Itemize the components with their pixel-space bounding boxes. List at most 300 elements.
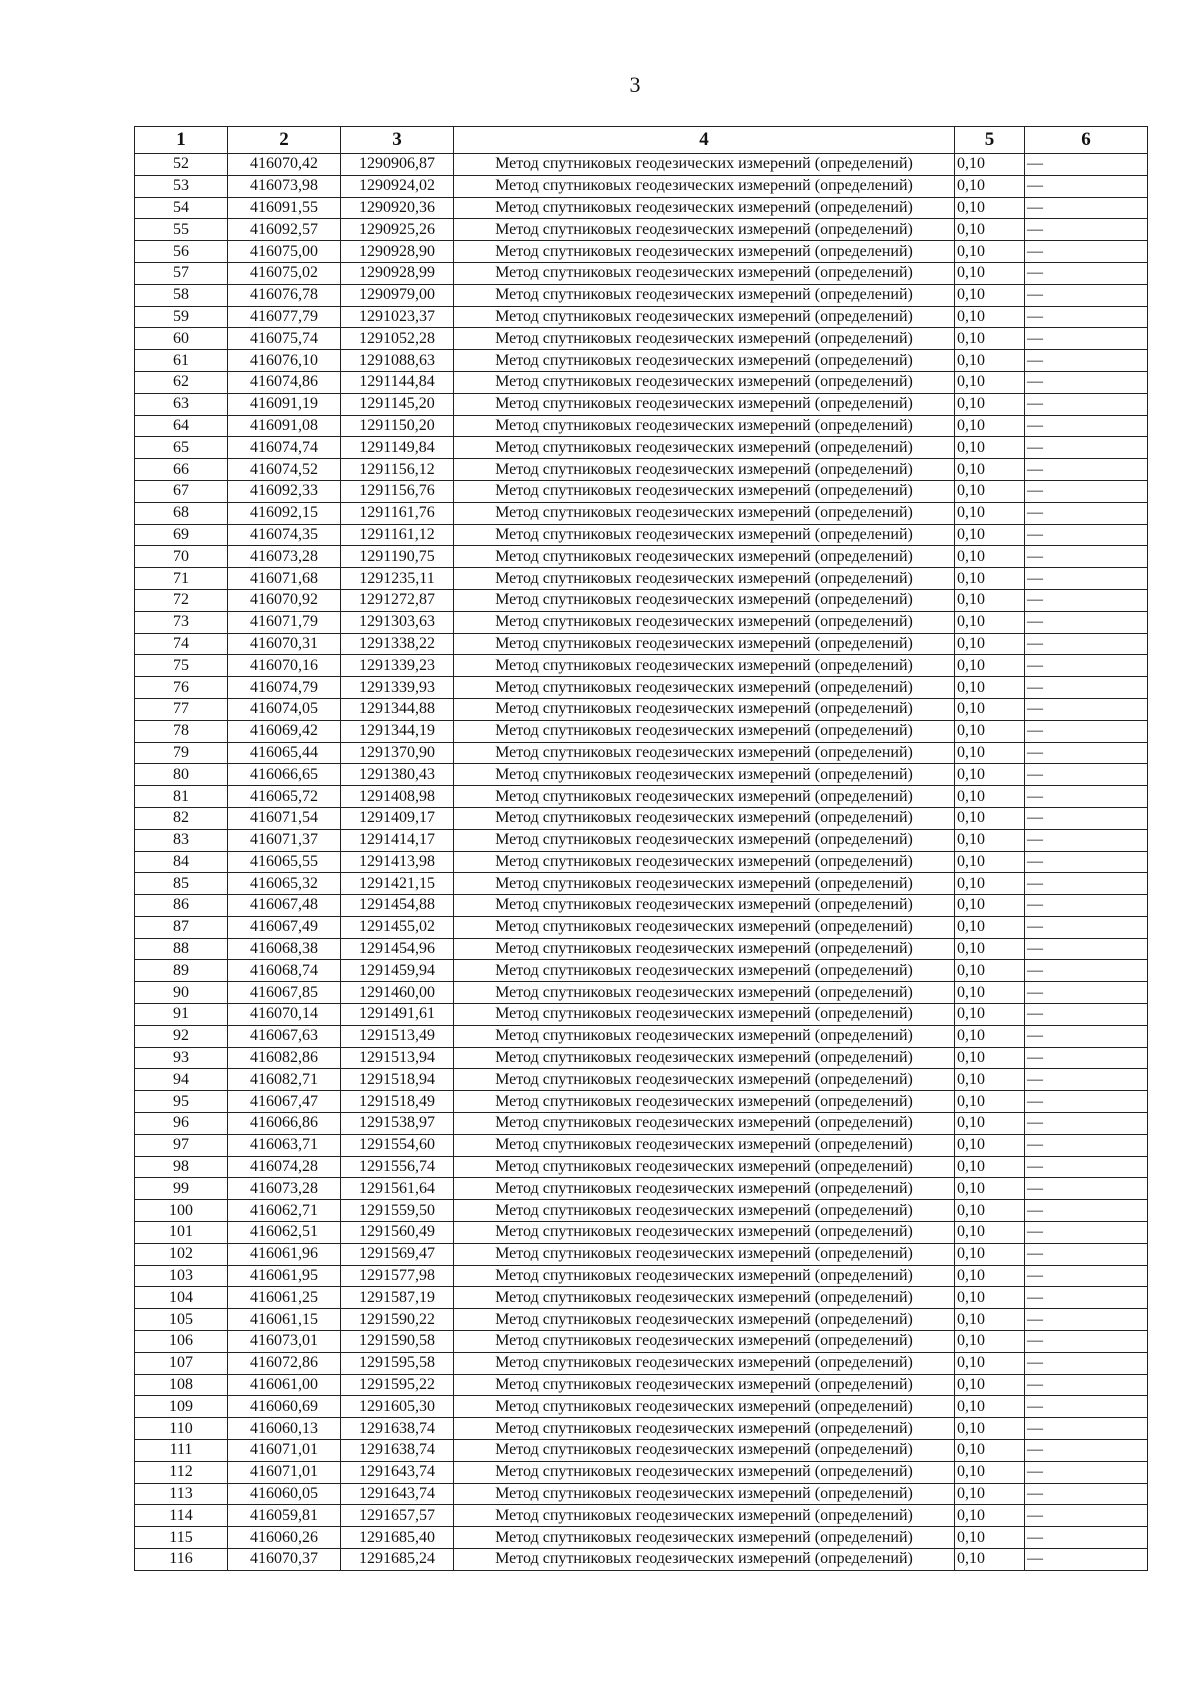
point-number-cell: 52: [135, 154, 228, 176]
x-coordinate-cell: 416073,98: [228, 175, 341, 197]
point-number-cell: 107: [135, 1352, 228, 1374]
y-coordinate-cell: 1290906,87: [341, 154, 454, 176]
accuracy-cell: 0,10: [955, 1134, 1025, 1156]
x-coordinate-cell: 416071,79: [228, 611, 341, 633]
method-cell: Метод спутниковых геодезических измерений (определений): [454, 1113, 955, 1135]
method-cell: Метод спутниковых геодезических измерений (определений): [454, 1004, 955, 1026]
x-coordinate-cell: 416092,15: [228, 502, 341, 524]
table-row: [135, 568, 1148, 590]
description-cell: —: [1025, 459, 1148, 481]
point-number-cell: 53: [135, 175, 228, 197]
y-coordinate-cell: 1291338,22: [341, 633, 454, 655]
x-coordinate-cell: 416073,01: [228, 1331, 341, 1353]
table-row: [135, 589, 1148, 611]
y-coordinate-cell: 1290920,36: [341, 197, 454, 219]
x-coordinate-cell: 416062,71: [228, 1200, 341, 1222]
method-cell: Метод спутниковых геодезических измерений (определений): [454, 1505, 955, 1527]
accuracy-cell: 0,10: [955, 742, 1025, 764]
x-coordinate-cell: 416076,10: [228, 350, 341, 372]
accuracy-cell: 0,10: [955, 1069, 1025, 1091]
x-coordinate-cell: 416071,68: [228, 568, 341, 590]
x-coordinate-cell: 416072,86: [228, 1352, 341, 1374]
method-cell: Метод спутниковых геодезических измерений (определений): [454, 742, 955, 764]
description-cell: —: [1025, 829, 1148, 851]
y-coordinate-cell: 1291605,30: [341, 1396, 454, 1418]
point-number-cell: 55: [135, 219, 228, 241]
point-number-cell: 97: [135, 1134, 228, 1156]
accuracy-cell: 0,10: [955, 524, 1025, 546]
accuracy-cell: 0,10: [955, 1091, 1025, 1113]
accuracy-cell: 0,10: [955, 786, 1025, 808]
accuracy-cell: 0,10: [955, 1440, 1025, 1462]
method-cell: Метод спутниковых геодезических измерений (определений): [454, 568, 955, 590]
y-coordinate-cell: 1291161,76: [341, 502, 454, 524]
x-coordinate-cell: 416074,86: [228, 371, 341, 393]
description-cell: —: [1025, 480, 1148, 502]
accuracy-cell: 0,10: [955, 328, 1025, 350]
point-number-cell: 59: [135, 306, 228, 328]
method-cell: Метод спутниковых геодезических измерений (определений): [454, 306, 955, 328]
table-row: [135, 1331, 1148, 1353]
method-cell: Метод спутниковых геодезических измерений (определений): [454, 851, 955, 873]
method-cell: Метод спутниковых геодезических измерений (определений): [454, 459, 955, 481]
y-coordinate-cell: 1291149,84: [341, 437, 454, 459]
accuracy-cell: 0,10: [955, 1505, 1025, 1527]
description-cell: —: [1025, 1004, 1148, 1026]
x-coordinate-cell: 416070,14: [228, 1004, 341, 1026]
table-row: [135, 1178, 1148, 1200]
accuracy-cell: 0,10: [955, 1200, 1025, 1222]
x-coordinate-cell: 416060,13: [228, 1418, 341, 1440]
table-row: [135, 1549, 1148, 1571]
point-number-cell: 70: [135, 546, 228, 568]
x-coordinate-cell: 416067,47: [228, 1091, 341, 1113]
y-coordinate-cell: 1291339,93: [341, 677, 454, 699]
method-cell: Метод спутниковых геодезических измерений (определений): [454, 350, 955, 372]
description-cell: —: [1025, 1483, 1148, 1505]
method-cell: Метод спутниковых геодезических измерений (определений): [454, 1418, 955, 1440]
method-cell: Метод спутниковых геодезических измерений (определений): [454, 284, 955, 306]
method-cell: Метод спутниковых геодезических измерений (определений): [454, 524, 955, 546]
accuracy-cell: 0,10: [955, 1243, 1025, 1265]
method-cell: Метод спутниковых геодезических измерений (определений): [454, 546, 955, 568]
table-row: [135, 895, 1148, 917]
point-number-cell: 108: [135, 1374, 228, 1396]
x-coordinate-cell: 416092,33: [228, 480, 341, 502]
x-coordinate-cell: 416074,35: [228, 524, 341, 546]
table-row: [135, 873, 1148, 895]
description-cell: —: [1025, 742, 1148, 764]
x-coordinate-cell: 416067,85: [228, 982, 341, 1004]
x-coordinate-cell: 416070,31: [228, 633, 341, 655]
description-cell: —: [1025, 873, 1148, 895]
accuracy-cell: 0,10: [955, 1222, 1025, 1244]
y-coordinate-cell: 1291638,74: [341, 1418, 454, 1440]
table-body: [135, 154, 1148, 1571]
x-coordinate-cell: 416065,55: [228, 851, 341, 873]
description-cell: —: [1025, 1200, 1148, 1222]
x-coordinate-cell: 416077,79: [228, 306, 341, 328]
description-cell: —: [1025, 437, 1148, 459]
table-row: [135, 1461, 1148, 1483]
description-cell: —: [1025, 1440, 1148, 1462]
x-coordinate-cell: 416071,37: [228, 829, 341, 851]
y-coordinate-cell: 1291560,49: [341, 1222, 454, 1244]
accuracy-cell: 0,10: [955, 611, 1025, 633]
description-cell: —: [1025, 1025, 1148, 1047]
x-coordinate-cell: 416060,26: [228, 1527, 341, 1549]
point-number-cell: 56: [135, 241, 228, 263]
accuracy-cell: 0,10: [955, 393, 1025, 415]
table-row: [135, 197, 1148, 219]
method-cell: Метод спутниковых геодезических измерений (определений): [454, 1134, 955, 1156]
x-coordinate-cell: 416061,15: [228, 1309, 341, 1331]
table-row: [135, 938, 1148, 960]
y-coordinate-cell: 1290924,02: [341, 175, 454, 197]
x-coordinate-cell: 416066,86: [228, 1113, 341, 1135]
method-cell: Метод спутниковых геодезических измерений (определений): [454, 219, 955, 241]
point-number-cell: 67: [135, 480, 228, 502]
y-coordinate-cell: 1291235,11: [341, 568, 454, 590]
point-number-cell: 93: [135, 1047, 228, 1069]
method-cell: Метод спутниковых геодезических измерений (определений): [454, 197, 955, 219]
point-number-cell: 86: [135, 895, 228, 917]
description-cell: —: [1025, 1091, 1148, 1113]
y-coordinate-cell: 1291460,00: [341, 982, 454, 1004]
description-cell: —: [1025, 524, 1148, 546]
y-coordinate-cell: 1291380,43: [341, 764, 454, 786]
x-coordinate-cell: 416066,65: [228, 764, 341, 786]
accuracy-cell: 0,10: [955, 829, 1025, 851]
point-number-cell: 88: [135, 938, 228, 960]
method-cell: Метод спутниковых геодезических измерений (определений): [454, 415, 955, 437]
column-header-description: 6: [1025, 127, 1148, 154]
point-number-cell: 83: [135, 829, 228, 851]
table-row: [135, 742, 1148, 764]
y-coordinate-cell: 1290928,99: [341, 262, 454, 284]
description-cell: —: [1025, 371, 1148, 393]
table-row: [135, 1352, 1148, 1374]
x-coordinate-cell: 416074,79: [228, 677, 341, 699]
method-cell: Метод спутниковых геодезических измерений (определений): [454, 1091, 955, 1113]
accuracy-cell: 0,10: [955, 502, 1025, 524]
description-cell: —: [1025, 807, 1148, 829]
method-cell: Метод спутниковых геодезических измерений (определений): [454, 655, 955, 677]
description-cell: —: [1025, 720, 1148, 742]
column-header-method: 4: [454, 127, 955, 154]
table-row: [135, 1396, 1148, 1418]
x-coordinate-cell: 416059,81: [228, 1505, 341, 1527]
description-cell: —: [1025, 546, 1148, 568]
y-coordinate-cell: 1291643,74: [341, 1461, 454, 1483]
accuracy-cell: 0,10: [955, 1483, 1025, 1505]
description-cell: —: [1025, 1113, 1148, 1135]
table-row: [135, 807, 1148, 829]
y-coordinate-cell: 1291023,37: [341, 306, 454, 328]
table-row: [135, 1222, 1148, 1244]
y-coordinate-cell: 1291569,47: [341, 1243, 454, 1265]
x-coordinate-cell: 416074,05: [228, 698, 341, 720]
y-coordinate-cell: 1291156,76: [341, 480, 454, 502]
x-coordinate-cell: 416061,00: [228, 1374, 341, 1396]
x-coordinate-cell: 416074,74: [228, 437, 341, 459]
accuracy-cell: 0,10: [955, 1418, 1025, 1440]
table-row: [135, 219, 1148, 241]
accuracy-cell: 0,10: [955, 437, 1025, 459]
description-cell: —: [1025, 655, 1148, 677]
table-row: [135, 1200, 1148, 1222]
y-coordinate-cell: 1291344,88: [341, 698, 454, 720]
point-number-cell: 106: [135, 1331, 228, 1353]
method-cell: Метод спутниковых геодезических измерений (определений): [454, 1265, 955, 1287]
x-coordinate-cell: 416071,54: [228, 807, 341, 829]
point-number-cell: 85: [135, 873, 228, 895]
table-row: [135, 720, 1148, 742]
description-cell: —: [1025, 1527, 1148, 1549]
x-coordinate-cell: 416069,42: [228, 720, 341, 742]
method-cell: Метод спутниковых геодезических измерений (определений): [454, 611, 955, 633]
method-cell: Метод спутниковых геодезических измерений (определений): [454, 1047, 955, 1069]
table-row: [135, 851, 1148, 873]
description-cell: —: [1025, 328, 1148, 350]
point-number-cell: 75: [135, 655, 228, 677]
method-cell: Метод спутниковых геодезических измерений (определений): [454, 764, 955, 786]
table-row: [135, 916, 1148, 938]
point-number-cell: 64: [135, 415, 228, 437]
y-coordinate-cell: 1291454,96: [341, 938, 454, 960]
description-cell: —: [1025, 154, 1148, 176]
description-cell: —: [1025, 916, 1148, 938]
page-number: 3: [629, 72, 641, 97]
table-row: [135, 1047, 1148, 1069]
description-cell: —: [1025, 1265, 1148, 1287]
y-coordinate-cell: 1291414,17: [341, 829, 454, 851]
point-number-cell: 82: [135, 807, 228, 829]
point-number-cell: 103: [135, 1265, 228, 1287]
point-number-cell: 72: [135, 589, 228, 611]
x-coordinate-cell: 416065,32: [228, 873, 341, 895]
accuracy-cell: 0,10: [955, 982, 1025, 1004]
table-row: [135, 1440, 1148, 1462]
table-row: [135, 1287, 1148, 1309]
y-coordinate-cell: 1291595,58: [341, 1352, 454, 1374]
column-header-y: 3: [341, 127, 454, 154]
accuracy-cell: 0,10: [955, 546, 1025, 568]
method-cell: Метод спутниковых геодезических измерений (определений): [454, 1483, 955, 1505]
description-cell: —: [1025, 1222, 1148, 1244]
point-number-cell: 77: [135, 698, 228, 720]
table-row: [135, 437, 1148, 459]
point-number-cell: 68: [135, 502, 228, 524]
point-number-cell: 115: [135, 1527, 228, 1549]
y-coordinate-cell: 1291556,74: [341, 1156, 454, 1178]
point-number-cell: 90: [135, 982, 228, 1004]
x-coordinate-cell: 416071,01: [228, 1461, 341, 1483]
table-row: [135, 175, 1148, 197]
point-number-cell: 66: [135, 459, 228, 481]
y-coordinate-cell: 1291344,19: [341, 720, 454, 742]
point-number-cell: 74: [135, 633, 228, 655]
point-number-cell: 104: [135, 1287, 228, 1309]
x-coordinate-cell: 416060,69: [228, 1396, 341, 1418]
accuracy-cell: 0,10: [955, 568, 1025, 590]
method-cell: Метод спутниковых геодезических измерений (определений): [454, 1331, 955, 1353]
y-coordinate-cell: 1291190,75: [341, 546, 454, 568]
accuracy-cell: 0,10: [955, 1287, 1025, 1309]
y-coordinate-cell: 1291339,23: [341, 655, 454, 677]
table-row: [135, 1505, 1148, 1527]
description-cell: —: [1025, 1243, 1148, 1265]
table-row: [135, 393, 1148, 415]
description-cell: —: [1025, 611, 1148, 633]
point-number-cell: 78: [135, 720, 228, 742]
y-coordinate-cell: 1291408,98: [341, 786, 454, 808]
method-cell: Метод спутниковых геодезических измерений (определений): [454, 480, 955, 502]
y-coordinate-cell: 1291513,94: [341, 1047, 454, 1069]
accuracy-cell: 0,10: [955, 480, 1025, 502]
point-number-cell: 99: [135, 1178, 228, 1200]
point-number-cell: 105: [135, 1309, 228, 1331]
table-row: [135, 1156, 1148, 1178]
accuracy-cell: 0,10: [955, 154, 1025, 176]
table-row: [135, 982, 1148, 1004]
table-row: [135, 1113, 1148, 1135]
accuracy-cell: 0,10: [955, 1004, 1025, 1026]
accuracy-cell: 0,10: [955, 1025, 1025, 1047]
method-cell: Метод спутниковых геодезических измерений (определений): [454, 807, 955, 829]
point-number-cell: 110: [135, 1418, 228, 1440]
description-cell: —: [1025, 1396, 1148, 1418]
point-number-cell: 61: [135, 350, 228, 372]
description-cell: —: [1025, 589, 1148, 611]
y-coordinate-cell: 1291303,63: [341, 611, 454, 633]
method-cell: Метод спутниковых геодезических измерений (определений): [454, 698, 955, 720]
y-coordinate-cell: 1291413,98: [341, 851, 454, 873]
accuracy-cell: 0,10: [955, 895, 1025, 917]
method-cell: Метод спутниковых геодезических измерений (определений): [454, 1461, 955, 1483]
description-cell: —: [1025, 895, 1148, 917]
description-cell: —: [1025, 1178, 1148, 1200]
description-cell: —: [1025, 197, 1148, 219]
y-coordinate-cell: 1291144,84: [341, 371, 454, 393]
accuracy-cell: 0,10: [955, 1178, 1025, 1200]
y-coordinate-cell: 1291513,49: [341, 1025, 454, 1047]
method-cell: Метод спутниковых геодезических измерений (определений): [454, 677, 955, 699]
x-coordinate-cell: 416091,55: [228, 197, 341, 219]
x-coordinate-cell: 416070,16: [228, 655, 341, 677]
method-cell: Метод спутниковых геодезических измерений (определений): [454, 1222, 955, 1244]
y-coordinate-cell: 1291459,94: [341, 960, 454, 982]
description-cell: —: [1025, 960, 1148, 982]
method-cell: Метод спутниковых геодезических измерений (определений): [454, 1156, 955, 1178]
point-number-cell: 69: [135, 524, 228, 546]
table-row: [135, 502, 1148, 524]
table-row: [135, 241, 1148, 263]
method-cell: Метод спутниковых геодезических измерений (определений): [454, 960, 955, 982]
y-coordinate-cell: 1291638,74: [341, 1440, 454, 1462]
table-row: [135, 1243, 1148, 1265]
table-row: [135, 677, 1148, 699]
table-row: [135, 524, 1148, 546]
x-coordinate-cell: 416091,19: [228, 393, 341, 415]
table-row: [135, 371, 1148, 393]
table-row: [135, 1091, 1148, 1113]
x-coordinate-cell: 416068,74: [228, 960, 341, 982]
accuracy-cell: 0,10: [955, 1461, 1025, 1483]
accuracy-cell: 0,10: [955, 851, 1025, 873]
y-coordinate-cell: 1290979,00: [341, 284, 454, 306]
accuracy-cell: 0,10: [955, 175, 1025, 197]
column-header-point-number: 1: [135, 127, 228, 154]
table-row: [135, 1025, 1148, 1047]
method-cell: Метод спутниковых геодезических измерений (определений): [454, 1527, 955, 1549]
description-cell: —: [1025, 677, 1148, 699]
accuracy-cell: 0,10: [955, 1047, 1025, 1069]
point-number-cell: 80: [135, 764, 228, 786]
accuracy-cell: 0,10: [955, 1549, 1025, 1571]
y-coordinate-cell: 1290925,26: [341, 219, 454, 241]
point-number-cell: 101: [135, 1222, 228, 1244]
description-cell: —: [1025, 764, 1148, 786]
method-cell: Метод спутниковых геодезических измерений (определений): [454, 1396, 955, 1418]
x-coordinate-cell: 416073,28: [228, 1178, 341, 1200]
point-number-cell: 62: [135, 371, 228, 393]
description-cell: —: [1025, 1047, 1148, 1069]
accuracy-cell: 0,10: [955, 1156, 1025, 1178]
y-coordinate-cell: 1290928,90: [341, 241, 454, 263]
method-cell: Метод спутниковых геодезических измерений (определений): [454, 1374, 955, 1396]
table-row: [135, 1483, 1148, 1505]
description-cell: —: [1025, 568, 1148, 590]
y-coordinate-cell: 1291559,50: [341, 1200, 454, 1222]
x-coordinate-cell: 416067,63: [228, 1025, 341, 1047]
description-cell: —: [1025, 1331, 1148, 1353]
table-row: [135, 611, 1148, 633]
accuracy-cell: 0,10: [955, 873, 1025, 895]
y-coordinate-cell: 1291150,20: [341, 415, 454, 437]
x-coordinate-cell: 416082,71: [228, 1069, 341, 1091]
y-coordinate-cell: 1291370,90: [341, 742, 454, 764]
description-cell: —: [1025, 502, 1148, 524]
method-cell: Метод спутниковых геодезических измерений (определений): [454, 873, 955, 895]
accuracy-cell: 0,10: [955, 306, 1025, 328]
accuracy-cell: 0,10: [955, 589, 1025, 611]
point-number-cell: 102: [135, 1243, 228, 1265]
method-cell: Метод спутниковых геодезических измерений (определений): [454, 895, 955, 917]
x-coordinate-cell: 416060,05: [228, 1483, 341, 1505]
method-cell: Метод спутниковых геодезических измерений (определений): [454, 982, 955, 1004]
description-cell: —: [1025, 1418, 1148, 1440]
x-coordinate-cell: 416061,25: [228, 1287, 341, 1309]
accuracy-cell: 0,10: [955, 1265, 1025, 1287]
y-coordinate-cell: 1291491,61: [341, 1004, 454, 1026]
point-number-cell: 87: [135, 916, 228, 938]
point-number-cell: 84: [135, 851, 228, 873]
description-cell: —: [1025, 262, 1148, 284]
table-row: [135, 764, 1148, 786]
point-number-cell: 114: [135, 1505, 228, 1527]
method-cell: Метод спутниковых геодезических измерений (определений): [454, 916, 955, 938]
y-coordinate-cell: 1291421,15: [341, 873, 454, 895]
point-number-cell: 60: [135, 328, 228, 350]
x-coordinate-cell: 416063,71: [228, 1134, 341, 1156]
table-row: [135, 655, 1148, 677]
method-cell: Метод спутниковых геодезических измерений (определений): [454, 371, 955, 393]
y-coordinate-cell: 1291587,19: [341, 1287, 454, 1309]
x-coordinate-cell: 416075,00: [228, 241, 341, 263]
method-cell: Метод спутниковых геодезических измерений (определений): [454, 262, 955, 284]
accuracy-cell: 0,10: [955, 807, 1025, 829]
